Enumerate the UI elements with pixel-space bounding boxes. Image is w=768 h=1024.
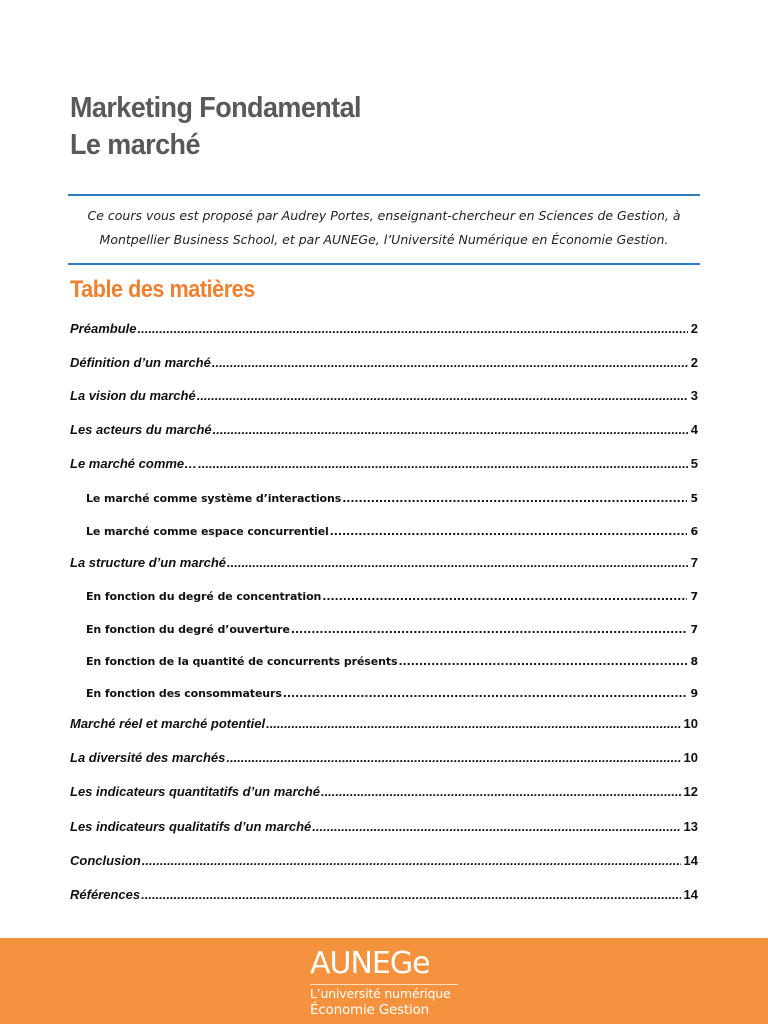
toc-entry-page: 5 xyxy=(690,492,698,505)
toc-leader-dots xyxy=(137,321,687,336)
toc-entry[interactable] xyxy=(70,779,698,799)
toc-entry-label: Marché réel et marché potentiel xyxy=(70,716,266,731)
logo-wordmark: AUNEGe xyxy=(310,946,430,981)
toc-entry-page: 2 xyxy=(690,321,698,336)
toc-entry[interactable] xyxy=(70,882,698,902)
toc-entry-page: 5 xyxy=(690,456,698,471)
aunege-logo xyxy=(310,946,470,1022)
toc-entry[interactable] xyxy=(70,518,698,538)
toc-entry[interactable] xyxy=(70,550,698,570)
logo-tagline-1: L’université numérique xyxy=(310,986,451,1001)
toc-leader-dots xyxy=(227,555,688,570)
toc-entry[interactable] xyxy=(70,350,698,370)
toc-entry-page: 7 xyxy=(690,623,698,636)
toc-entry[interactable] xyxy=(70,848,698,868)
divider-bottom xyxy=(68,263,700,265)
toc-entry-page: 4 xyxy=(690,422,698,437)
toc-leader-dots xyxy=(330,525,688,538)
toc-entry-label: En fonction du degré d’ouverture xyxy=(86,623,290,636)
footer-banner xyxy=(0,938,768,1024)
toc-entry[interactable] xyxy=(70,485,698,505)
toc-entry-label: En fonction des consommateurs xyxy=(86,687,282,700)
toc-entry-label: Préambule xyxy=(70,321,137,336)
divider-top xyxy=(68,194,700,196)
toc-heading: Table des matières xyxy=(70,276,255,303)
toc-entry-label: Le marché comme… xyxy=(70,456,198,471)
toc-leader-dots xyxy=(226,750,680,765)
toc-entry-label: Références xyxy=(70,887,141,902)
toc-entry-label: Les acteurs du marché xyxy=(70,422,212,437)
logo-tagline-2: Économie Gestion xyxy=(310,1002,429,1018)
toc-entry-label: La vision du marché xyxy=(70,388,196,403)
toc-entry-page: 8 xyxy=(690,655,698,668)
toc-entry[interactable] xyxy=(70,814,698,834)
toc-leader-dots xyxy=(141,887,680,902)
toc-leader-dots xyxy=(197,388,688,403)
toc-entry-page: 2 xyxy=(690,355,698,370)
toc-leader-dots xyxy=(321,784,681,799)
toc-entry-page: 10 xyxy=(683,750,698,765)
toc-leader-dots xyxy=(283,687,688,700)
toc-entry[interactable] xyxy=(70,583,698,603)
toc-entry[interactable] xyxy=(70,417,698,437)
toc-entry-page: 14 xyxy=(683,853,698,868)
toc-entry-page: 6 xyxy=(690,525,698,538)
toc-leader-dots xyxy=(398,655,687,668)
toc-entry[interactable] xyxy=(70,648,698,668)
toc-entry[interactable] xyxy=(70,680,698,700)
toc-entry[interactable] xyxy=(70,745,698,765)
toc-entry[interactable] xyxy=(70,711,698,731)
toc-entry-label: En fonction de la quantité de concurrents présents xyxy=(86,655,398,668)
toc-leader-dots xyxy=(342,492,687,505)
logo-divider xyxy=(310,984,458,985)
toc-entry-page: 10 xyxy=(683,716,698,731)
toc-entry[interactable] xyxy=(70,383,698,403)
toc-entry-label: Conclusion xyxy=(70,853,141,868)
toc-entry-page: 13 xyxy=(683,819,698,834)
toc-entry-page: 7 xyxy=(690,590,698,603)
toc-entry-page: 12 xyxy=(683,784,698,799)
toc-leader-dots xyxy=(291,623,688,636)
toc-entry-page: 9 xyxy=(690,687,698,700)
toc-leader-dots xyxy=(198,456,688,471)
title-line-1: Marketing Fondamental xyxy=(70,92,361,124)
toc-entry-label: La diversité des marchés xyxy=(70,750,226,765)
intro-text: Ce cours vous est proposé par Audrey Portes, enseignant-chercheur en Sciences de Gestion, à Montpellier Business School, et par AUNEGe, l’Université Numérique en Économie Gestion. xyxy=(87,208,681,247)
toc-entry[interactable] xyxy=(70,616,698,636)
toc-entry-page: 14 xyxy=(683,887,698,902)
toc-leader-dots xyxy=(266,716,680,731)
toc-entry-page: 7 xyxy=(690,555,698,570)
toc-entry[interactable] xyxy=(70,451,698,471)
toc-entry[interactable] xyxy=(70,316,698,336)
toc-leader-dots xyxy=(142,853,681,868)
toc-leader-dots xyxy=(312,819,680,834)
toc-entry-label: Les indicateurs qualitatifs d’un marché xyxy=(70,819,312,834)
toc-leader-dots xyxy=(322,590,687,603)
toc-entry-label: Les indicateurs quantitatifs d’un marché xyxy=(70,784,320,799)
toc-entry-label: Définition d’un marché xyxy=(70,355,211,370)
title-line-2: Le marché xyxy=(70,129,200,161)
toc-leader-dots xyxy=(212,355,688,370)
toc-entry-page: 3 xyxy=(690,388,698,403)
toc-entry-label: Le marché comme espace concurrentiel xyxy=(86,525,329,538)
document-title xyxy=(70,90,361,164)
toc-leader-dots xyxy=(213,422,688,437)
toc-entry-label: En fonction du degré de concentration xyxy=(86,590,322,603)
toc-entry-label: La structure d’un marché xyxy=(70,555,227,570)
toc-entry-label: Le marché comme système d’interactions xyxy=(86,492,342,505)
